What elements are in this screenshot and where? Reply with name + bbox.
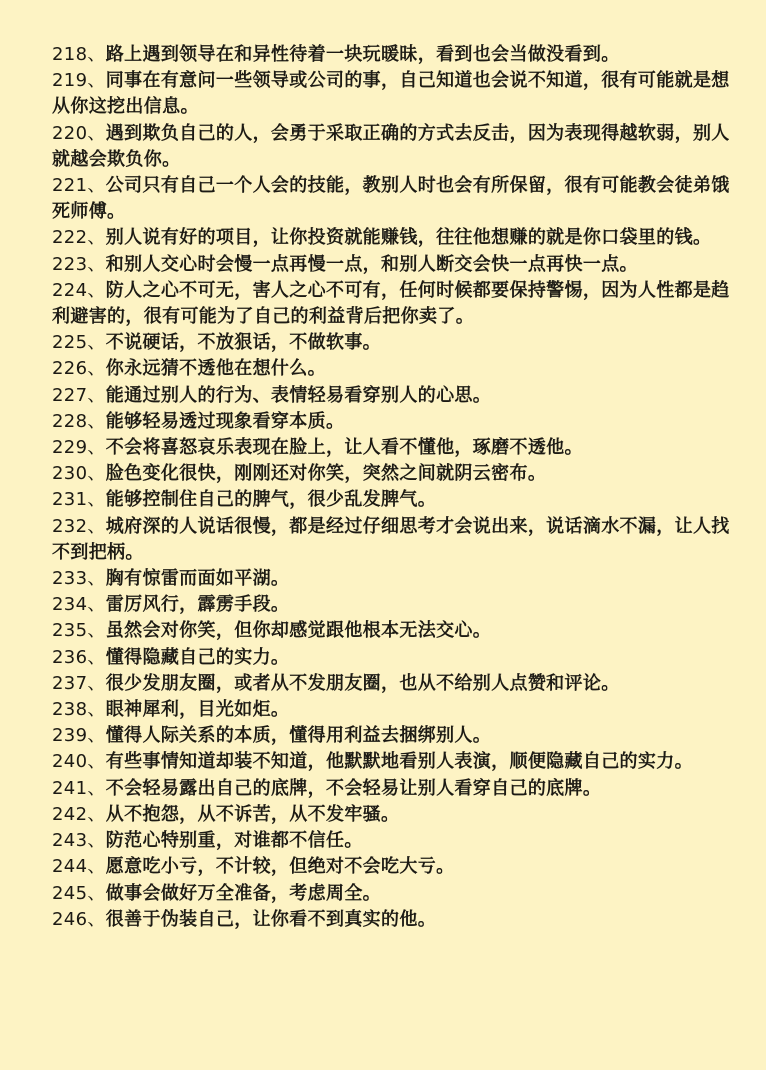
item-number: 234、 xyxy=(52,594,106,616)
item-number: 246、 xyxy=(52,908,106,930)
item-number: 235、 xyxy=(52,620,106,642)
item-text: 不会轻易露出自己的底牌，不会轻易让别人看穿自己的底牌。 xyxy=(105,777,602,799)
list-item xyxy=(52,121,744,173)
list-item xyxy=(52,356,744,382)
item-number: 244、 xyxy=(52,856,106,878)
list-item xyxy=(52,461,744,487)
item-text: 很善于伪装自己，让你看不到真实的他。 xyxy=(105,908,437,930)
item-number: 233、 xyxy=(52,568,106,590)
list-item xyxy=(52,881,744,907)
item-text: 城府深的人说话很慢，都是经过仔细思考才会说出来，说话滴水不漏，让人找不到把柄。 xyxy=(52,515,730,563)
item-number: 240、 xyxy=(52,751,106,773)
item-number: 229、 xyxy=(52,437,106,459)
item-text: 遇到欺负自己的人，会勇于采取正确的方式去反击，因为表现得越软弱，别人就越会欺负你。 xyxy=(52,122,730,170)
item-text: 雷厉风行，霹雳手段。 xyxy=(105,594,290,616)
item-number: 242、 xyxy=(52,803,106,825)
item-number: 231、 xyxy=(52,489,106,511)
item-text: 眼神犀利，目光如炬。 xyxy=(105,699,290,721)
item-text: 懂得隐藏自己的实力。 xyxy=(105,646,290,668)
item-text: 同事在有意问一些领导或公司的事，自己知道也会说不知道，很有可能就是想从你这挖出信息。 xyxy=(52,70,730,118)
item-number: 226、 xyxy=(52,358,106,380)
list-item xyxy=(52,618,744,644)
item-number: 245、 xyxy=(52,882,106,904)
item-text: 从不抱怨，从不诉苦，从不发牢骚。 xyxy=(105,803,400,825)
list-item xyxy=(52,671,744,697)
item-number: 232、 xyxy=(52,515,106,537)
item-text: 你永远猜不透他在想什么。 xyxy=(105,358,326,380)
item-number: 220、 xyxy=(52,122,106,144)
list-item xyxy=(52,409,744,435)
item-number: 225、 xyxy=(52,332,106,354)
list-item xyxy=(52,749,744,775)
item-number: 227、 xyxy=(52,384,106,406)
item-text: 不会将喜怒哀乐表现在脸上，让人看不懂他，琢磨不透他。 xyxy=(105,437,583,459)
item-text: 公司只有自己一个人会的技能，教别人时也会有所保留，很有可能教会徒弟饿死师傅。 xyxy=(52,175,730,223)
item-number: 238、 xyxy=(52,699,106,721)
item-number: 222、 xyxy=(52,227,106,249)
list-item xyxy=(52,514,744,566)
item-number: 230、 xyxy=(52,463,106,485)
item-number: 221、 xyxy=(52,175,106,197)
list-item xyxy=(52,854,744,880)
item-text: 能通过别人的行为、表情轻易看穿别人的心思。 xyxy=(105,384,492,406)
item-text: 胸有惊雷而面如平湖。 xyxy=(105,568,290,590)
list-item xyxy=(52,645,744,671)
item-text: 能够轻易透过现象看穿本质。 xyxy=(105,410,345,432)
list-item xyxy=(52,697,744,723)
item-number: 219、 xyxy=(52,70,106,92)
list-item xyxy=(52,723,744,749)
item-text: 愿意吃小亏，不计较，但绝对不会吃大亏。 xyxy=(105,856,455,878)
list-item xyxy=(52,278,744,330)
item-number: 239、 xyxy=(52,725,106,747)
list-item xyxy=(52,802,744,828)
item-number: 236、 xyxy=(52,646,106,668)
item-number: 223、 xyxy=(52,253,106,275)
item-text: 不说硬话，不放狠话，不做软事。 xyxy=(105,332,382,354)
item-number: 218、 xyxy=(52,44,106,65)
list-item xyxy=(52,487,744,513)
item-text: 别人说有好的项目，让你投资就能赚钱，往往他想赚的就是你口袋里的钱。 xyxy=(105,227,712,249)
item-number: 237、 xyxy=(52,672,106,694)
list-item xyxy=(52,828,744,854)
list-item xyxy=(52,566,744,592)
list-item xyxy=(52,907,744,933)
list-item xyxy=(52,592,744,618)
item-number: 243、 xyxy=(52,830,106,852)
item-text: 有些事情知道却装不知道，他默默地看别人表演，顺便隐藏自己的实力。 xyxy=(105,751,693,773)
item-text: 防人之心不可无，害人之心不可有，任何时候都要保持警惕，因为人性都是趋利避害的，很有可能为了自己的利益背后把你卖了。 xyxy=(52,279,730,328)
item-text: 路上遇到领导在和异性待着一块玩暖昧，看到也会当做没看到。 xyxy=(105,44,620,65)
item-number: 224、 xyxy=(52,279,106,301)
list-item xyxy=(52,776,744,802)
list-item xyxy=(52,252,744,278)
list-item xyxy=(52,173,744,225)
list-item xyxy=(52,42,744,68)
item-text: 懂得人际关系的本质，懂得用利益去捆绑别人。 xyxy=(105,725,492,747)
numbered-list xyxy=(52,42,744,933)
item-number: 241、 xyxy=(52,777,106,799)
item-text: 虽然会对你笑，但你却感觉跟他根本无法交心。 xyxy=(105,620,492,642)
item-text: 脸色变化很快，刚刚还对你笑，突然之间就阴云密布。 xyxy=(105,463,547,485)
list-item xyxy=(52,330,744,356)
item-text: 和别人交心时会慢一点再慢一点，和别人断交会快一点再快一点。 xyxy=(105,253,638,275)
list-item xyxy=(52,383,744,409)
list-item xyxy=(52,68,744,120)
list-item xyxy=(52,435,744,461)
item-text: 很少发朋友圈，或者从不发朋友圈，也从不给别人点赞和评论。 xyxy=(105,672,620,694)
item-number: 228、 xyxy=(52,410,106,432)
item-text: 能够控制住自己的脾气，很少乱发脾气。 xyxy=(105,489,437,511)
item-text: 做事会做好万全准备，考虑周全。 xyxy=(105,882,382,904)
item-text: 防范心特别重，对谁都不信任。 xyxy=(105,830,363,852)
list-item xyxy=(52,225,744,251)
